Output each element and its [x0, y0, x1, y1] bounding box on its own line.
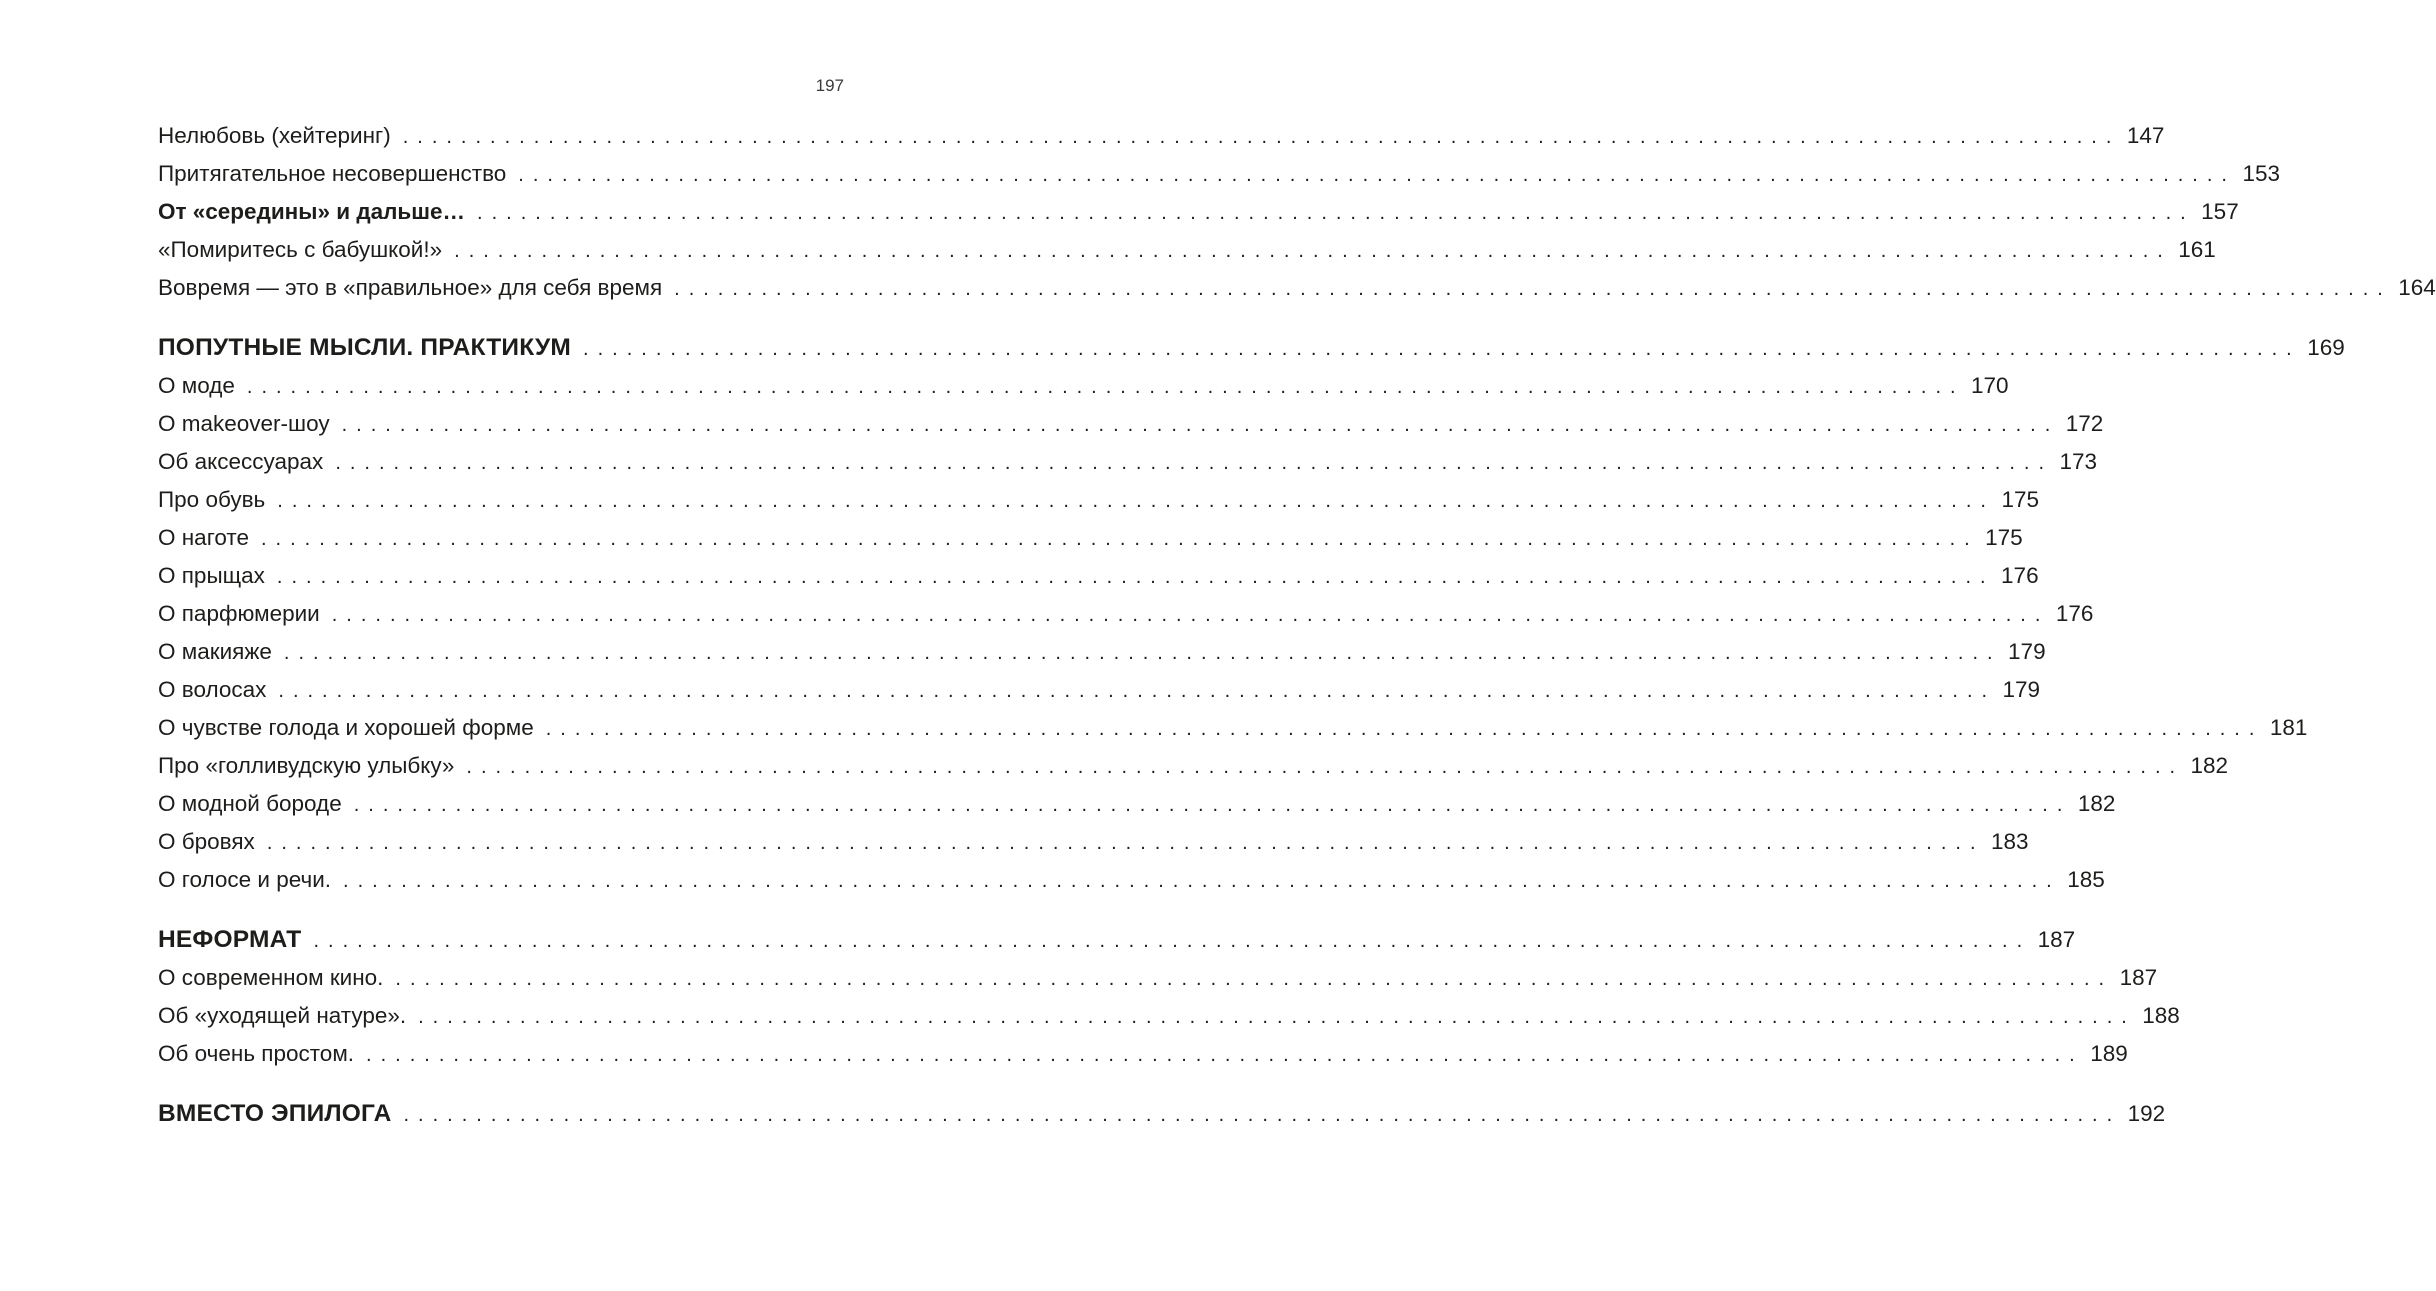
toc-entry-title: Нелюбовь (хейтеринг) [158, 123, 391, 148]
toc-entry-page: 175 [2001, 487, 2039, 512]
toc-entry-title: О парфюмерии [158, 601, 320, 626]
toc-entry-title: О волосах [158, 677, 267, 702]
toc-entry-page: 153 [2242, 161, 2280, 186]
toc-entry-title: «Помиритесь с бабушкой!» [158, 237, 443, 262]
toc-entry[interactable] [158, 155, 2280, 193]
toc-entry-title: О современном кино. [158, 965, 384, 990]
dot-leader: ...................................................................................................................... [402, 126, 2121, 148]
toc-entry-page: 192 [2127, 1101, 2166, 1126]
toc-section-title: ПОПУТНЫЕ МЫСЛИ. ПРАКТИКУМ [158, 334, 572, 361]
toc-entry[interactable] [158, 269, 2436, 307]
table-of-contents [158, 117, 2436, 1133]
toc-entry[interactable] [158, 861, 2105, 899]
dot-leader: ...................................................................................................................... [283, 642, 2002, 664]
toc-entry[interactable] [158, 785, 2116, 823]
toc-entry-title: О makeover-шоу [158, 411, 330, 436]
dot-leader: ...................................................................................................................... [313, 930, 2032, 952]
toc-section-title: НЕФОРМАТ [158, 926, 302, 953]
toc-entry-title: О прыщах [158, 563, 265, 588]
toc-section-heading[interactable] [158, 921, 2076, 959]
dot-leader: ...................................................................................................................... [246, 376, 1965, 398]
toc-entry-page: 176 [2055, 601, 2094, 626]
dot-leader: ...................................................................................................................... [518, 164, 2236, 186]
toc-entry-page: 182 [2077, 791, 2116, 816]
toc-entry[interactable] [158, 519, 2023, 557]
toc-entry-page: 179 [2008, 639, 2046, 664]
toc-entry[interactable] [158, 367, 2009, 405]
toc-entry-page: 170 [1971, 373, 2009, 398]
toc-entry-page: 147 [2126, 123, 2165, 148]
dot-leader: ...................................................................................................................... [261, 528, 1979, 550]
toc-section-heading[interactable] [158, 329, 2345, 367]
toc-entry[interactable] [158, 595, 2094, 633]
toc-entry-page: 183 [1990, 829, 2029, 854]
toc-entry-subsection[interactable] [158, 193, 2239, 231]
dot-leader: ...................................................................................................................... [278, 680, 1997, 702]
toc-entry-title: О макияже [158, 639, 272, 664]
toc-entry-page: 173 [2059, 449, 2097, 474]
toc-entry-page: 179 [2002, 677, 2041, 702]
toc-entry-title: Об «уходящей натуре». [158, 1003, 407, 1028]
toc-entry-page: 175 [1985, 525, 2023, 550]
toc-entry-title: Про обувь [158, 487, 266, 512]
toc-entry-page: 182 [2190, 753, 2229, 778]
toc-entry[interactable] [158, 671, 2041, 709]
page-number: 197 [815, 76, 844, 95]
toc-entry-title: Притягательное несовершенство [158, 161, 507, 186]
dot-leader: ...................................................................................................................... [545, 718, 2264, 740]
toc-entry-page: 189 [2090, 1041, 2128, 1066]
toc-entry[interactable] [158, 405, 2104, 443]
dot-leader: ...................................................................................................................... [583, 338, 2301, 360]
toc-entry[interactable] [158, 481, 2039, 519]
dot-leader: ...................................................................................................................... [335, 452, 2053, 474]
toc-entry[interactable] [158, 443, 2097, 481]
toc-entry[interactable] [158, 997, 2180, 1035]
dot-leader: ...................................................................................................................... [366, 1044, 2084, 1066]
toc-entry-title: Про «голливудскую улыбку» [158, 753, 455, 778]
toc-entry-title: Об аксессуарах [158, 449, 324, 474]
toc-entry-title: От «середины» и дальше… [158, 199, 466, 224]
dot-leader: ...................................................................................................................... [343, 870, 2061, 892]
toc-entry-page: 181 [2269, 715, 2308, 740]
toc-entry-title: О наготе [158, 525, 249, 550]
toc-entry[interactable] [158, 633, 2046, 671]
toc-entry-page: 161 [2178, 237, 2216, 262]
toc-entry-page: 164 [2398, 275, 2436, 300]
toc-entry-page: 176 [2001, 563, 2039, 588]
toc-entry-page: 188 [2142, 1003, 2180, 1028]
toc-entry-title: О бровях [158, 829, 255, 854]
dot-leader: ...................................................................................................................... [674, 278, 2392, 300]
toc-entry[interactable] [158, 231, 2216, 269]
toc-entry[interactable] [158, 1035, 2128, 1073]
toc-entry-page: 185 [2067, 867, 2105, 892]
toc-entry-title: Об очень простом. [158, 1041, 355, 1066]
dot-leader: ...................................................................................................................... [477, 202, 2195, 224]
toc-entry-page: 157 [2201, 199, 2239, 224]
toc-entry-title: О модной бороде [158, 791, 342, 816]
dot-leader: ...................................................................................................................... [353, 794, 2072, 816]
dot-leader: ...................................................................................................................... [418, 1006, 2136, 1028]
toc-entry[interactable] [158, 557, 2039, 595]
dot-leader: ...................................................................................................................... [331, 604, 2050, 626]
toc-entry[interactable] [158, 709, 2308, 747]
dot-leader: ...................................................................................................................... [454, 240, 2172, 262]
toc-entry-title: О чувстве голода и хорошей форме [158, 715, 534, 740]
toc-entry-page: 169 [2307, 335, 2345, 360]
dot-leader: ...................................................................................................................... [403, 1104, 2122, 1126]
dot-leader: ...................................................................................................................... [266, 832, 1985, 854]
dot-leader: ...................................................................................................................... [341, 414, 2060, 436]
toc-entry[interactable] [158, 117, 2165, 155]
toc-entry-page: 187 [2037, 927, 2076, 952]
toc-entry-title: Вовремя — это в «правильное» для себя время [158, 275, 663, 300]
dot-leader: ...................................................................................................................... [466, 756, 2185, 778]
toc-entry-page: 172 [2065, 411, 2104, 436]
toc-section-title: ВМЕСТО ЭПИЛОГА [158, 1100, 392, 1127]
toc-entry[interactable] [158, 959, 2158, 997]
toc-entry-title: О моде [158, 373, 235, 398]
toc-entry[interactable] [158, 823, 2029, 861]
toc-entry-page: 187 [2119, 965, 2158, 990]
toc-entry[interactable] [158, 747, 2229, 785]
dot-leader: ...................................................................................................................... [276, 566, 1995, 588]
toc-section-heading[interactable] [158, 1095, 2166, 1133]
toc-entry-title: О голосе и речи. [158, 867, 332, 892]
dot-leader: ...................................................................................................................... [395, 968, 2114, 990]
dot-leader: ...................................................................................................................... [277, 490, 1995, 512]
